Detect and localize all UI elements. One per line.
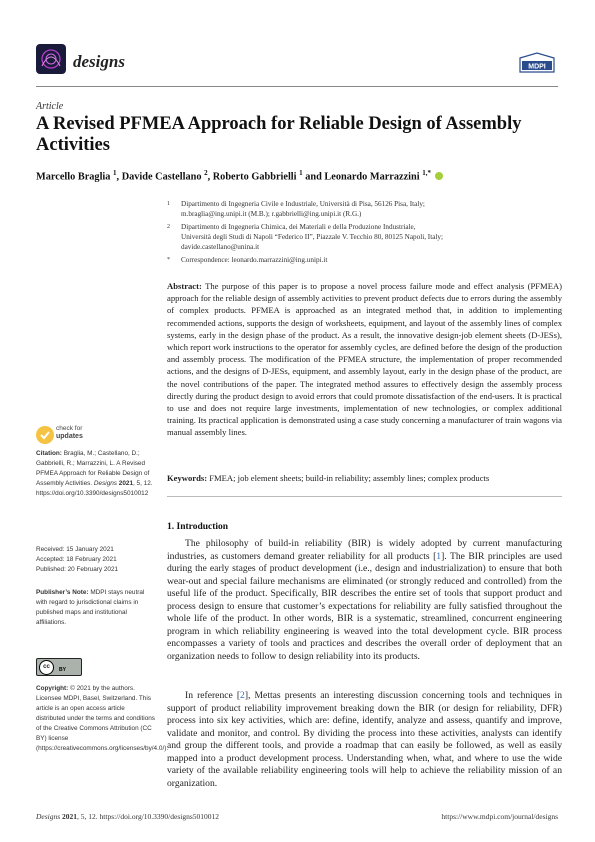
copyright-block bbox=[36, 684, 169, 754]
paragraph-text: ], Mettas presents an interesting discussion concerning tools and techniques in support of product reliability improvement breaking down the BIR (or design for reliability, DFR) process into six key activities, which are: define, identify, analyze and assess, quantify and improve, validate and monitor, and control. By dividing the process into these activities, analysts can identify and group the different tools, and provide a roadmap that can easily be followed, as well as easily mapped into a product development process. Understanding when, what, and where to use the wide variety of the available reliability engineering tools will help to achieve the reliability mission of an organization. bbox=[167, 690, 563, 789]
citation-text: Braglia, M.; Castellano, D.; Gabbrielli, R.; Marrazzini, L. A Revised PFMEA Approach for Reliable Design of Assembly Activities. bbox=[36, 450, 150, 487]
abstract-text: The purpose of this paper is to propose a novel process failure mode and effect analysis (PFMEA) approach for the reliable design of assembly activities to prevent product defects due to errors during the assembly of complex products. PFMEA is approached as an integrated method that, in addition to implementing recommended actions, supports the design of worksheets, equipment, and layout of the assembly lines of complex systems, early in the design phase of the product. As a result, the innovative design-job element sheets (D-JESs), which report work instructions to the operator for assembly cycles, are defined before the design of the production and assembly process. The modification of the PFMEA structure, the implementation of proper recommended actions, and the designs of D-JESs, equipment, and assembly layout, early in the design phase of the product, are the novel contributions of the paper. The integrated method assures to effectively design the assembly process directly during the product design to avoid errors that could promote dissatisfaction of the end-users. It is practical to use and does not require large investments, implementation of new technologies, or complex additional training. Its practical application is demonstrated using a case study concerning a manufacturer of train wagons via manual assembly lines. bbox=[167, 281, 563, 438]
affiliation-mark: 2 bbox=[167, 224, 170, 230]
paragraph-text: In reference [ bbox=[185, 690, 241, 701]
cc-by-license-badge[interactable] bbox=[36, 658, 82, 676]
author-name[interactable]: Davide Castellano bbox=[121, 171, 202, 183]
publisher-logo bbox=[516, 52, 558, 74]
footer-journal-url[interactable]: https://www.mdpi.com/journal/designs bbox=[441, 812, 558, 821]
affiliation-mark: 1 bbox=[167, 201, 170, 207]
citation-year: 2021 bbox=[118, 480, 133, 487]
affiliation-line: Università degli Studi di Napoli “Federico II”, Piazzale V. Tecchio 80, 80125 Napoli, Italy; bbox=[181, 233, 443, 242]
keywords-text: FMEA; job element sheets; build-in reliability; assembly lines; complex products bbox=[209, 473, 490, 483]
citation-link[interactable]: 2 bbox=[240, 690, 245, 701]
journal-logo bbox=[36, 44, 66, 74]
paragraph-text: ]. The BIR principles are used during the early stages of product development (i.e., design and industrialization) to ensure that both wear-out and special failure mechanisms are eliminated (or strongly reduced and controlled) from the useful life of the product. Specifically, BIR describes the entire set of tools that support product and process design to ensure that customer’s expectations for reliability are fully satisfied throughout the whole life of the product. In other words, BIR is a systematic, streamlined, concurrent engineering program in which reliability engineering is weaved into the total development cycle. BIR process encompasses a variety of tools and practices and describes the overall order of deployment that an organization needs to follow to design reliability into its products. bbox=[167, 550, 562, 662]
correspondence-line[interactable]: Correspondence: leonardo.marrazzini@ing.unipi.it bbox=[181, 256, 328, 264]
author-name[interactable]: Marcello Braglia bbox=[36, 171, 111, 183]
section-heading: 1. Introduction bbox=[167, 522, 229, 532]
journal-name: designs bbox=[73, 52, 125, 71]
published-date: Published: 20 February 2021 bbox=[36, 566, 119, 573]
citation-label: Citation: bbox=[36, 450, 62, 457]
received-date: Received: 15 January 2021 bbox=[36, 546, 114, 553]
author-name[interactable]: Leonardo Marrazzini bbox=[324, 171, 420, 183]
copyright-label: Copyright: bbox=[36, 685, 69, 692]
keywords-label: Keywords: bbox=[167, 473, 208, 483]
accepted-date: Accepted: 18 February 2021 bbox=[36, 556, 117, 563]
citation-doi[interactable]: , 5, 12. https://doi.org/10.3390/designs5010012 bbox=[36, 480, 153, 497]
affiliation-email-line[interactable]: davide.castellano@unina.it bbox=[181, 243, 260, 252]
author-list: Marcello Braglia $^1$, Davide Castellano $^2$, Roberto Gabbrielli $^1$ and Leonardo Marrazzini $^{1,*}$ bbox=[36, 169, 556, 182]
dates-block bbox=[36, 545, 156, 575]
cc-icon: cc bbox=[39, 660, 54, 675]
publisher-note-label: Publisher’s Note: bbox=[36, 589, 89, 596]
citation-link[interactable]: 1 bbox=[436, 550, 442, 562]
header-divider bbox=[36, 86, 558, 87]
check-for-updates-button[interactable] bbox=[56, 425, 83, 441]
footer-journal: Designs bbox=[36, 812, 61, 821]
by-label: BY bbox=[59, 667, 66, 673]
publisher-note-text: MDPI stays neutral with regard to jurisdictional claims in published maps and institutional affiliations. bbox=[36, 589, 145, 626]
article-title: A Revised PFMEA Approach for Reliable Design of Assembly Activities bbox=[36, 114, 522, 155]
footer-doi[interactable]: , 5, 12. https://doi.org/10.3390/designs5010012 bbox=[77, 812, 219, 821]
check-label: check for bbox=[56, 425, 83, 432]
affiliation-mark: * bbox=[167, 257, 170, 263]
paragraph-text: The philosophy of build-in reliability (BIR) is widely adopted by current manufacturing industries, as customers demand greater reliability for all products [ bbox=[167, 538, 562, 562]
updates-label: updates bbox=[56, 433, 83, 440]
intro-paragraph-1 bbox=[167, 538, 562, 663]
keywords bbox=[167, 472, 562, 484]
footer-citation bbox=[36, 812, 219, 821]
author-name[interactable]: Roberto Gabbrielli bbox=[212, 171, 297, 183]
affiliation-email-line[interactable]: m.braglia@ing.unipi.it (M.B.); r.gabbrielli@ing.unipi.it (R.G.) bbox=[181, 210, 362, 219]
citation-journal: Designs bbox=[93, 480, 117, 487]
article-type: Article bbox=[36, 101, 64, 112]
copyright-text: © 2021 by the authors. Licensee MDPI, Basel, Switzerland. This article is an open access article distributed under the terms and conditions of the Creative Commons Attribution (CC BY) license (https://creativecommons.org/licenses/by/4.0/). bbox=[36, 685, 169, 752]
keywords-divider bbox=[167, 496, 562, 497]
orcid-icon[interactable] bbox=[435, 172, 443, 180]
footer-year: 2021 bbox=[62, 812, 78, 821]
author-affiliation-mark: 1,* bbox=[422, 169, 431, 177]
author-joiner: and bbox=[305, 171, 322, 183]
publisher-note bbox=[36, 588, 156, 628]
author-affiliation-mark: 1 bbox=[299, 169, 303, 177]
abstract-label: Abstract: bbox=[167, 281, 202, 291]
check-for-updates-icon[interactable] bbox=[36, 426, 54, 444]
author-affiliation-mark: 2 bbox=[204, 169, 208, 177]
publisher-name: MDPI bbox=[528, 63, 546, 71]
author-affiliation-mark: 1 bbox=[113, 169, 117, 177]
affiliation-line: Dipartimento di Ingegneria Civile e Industriale, Università di Pisa, 56126 Pisa, Italy; bbox=[181, 200, 425, 208]
intro-paragraph-2 bbox=[167, 690, 562, 790]
affiliation-line: Dipartimento di Ingegneria Chimica, dei Materiali e della Produzione Industriale, bbox=[181, 223, 416, 231]
citation-block bbox=[36, 449, 156, 499]
abstract bbox=[167, 280, 562, 439]
